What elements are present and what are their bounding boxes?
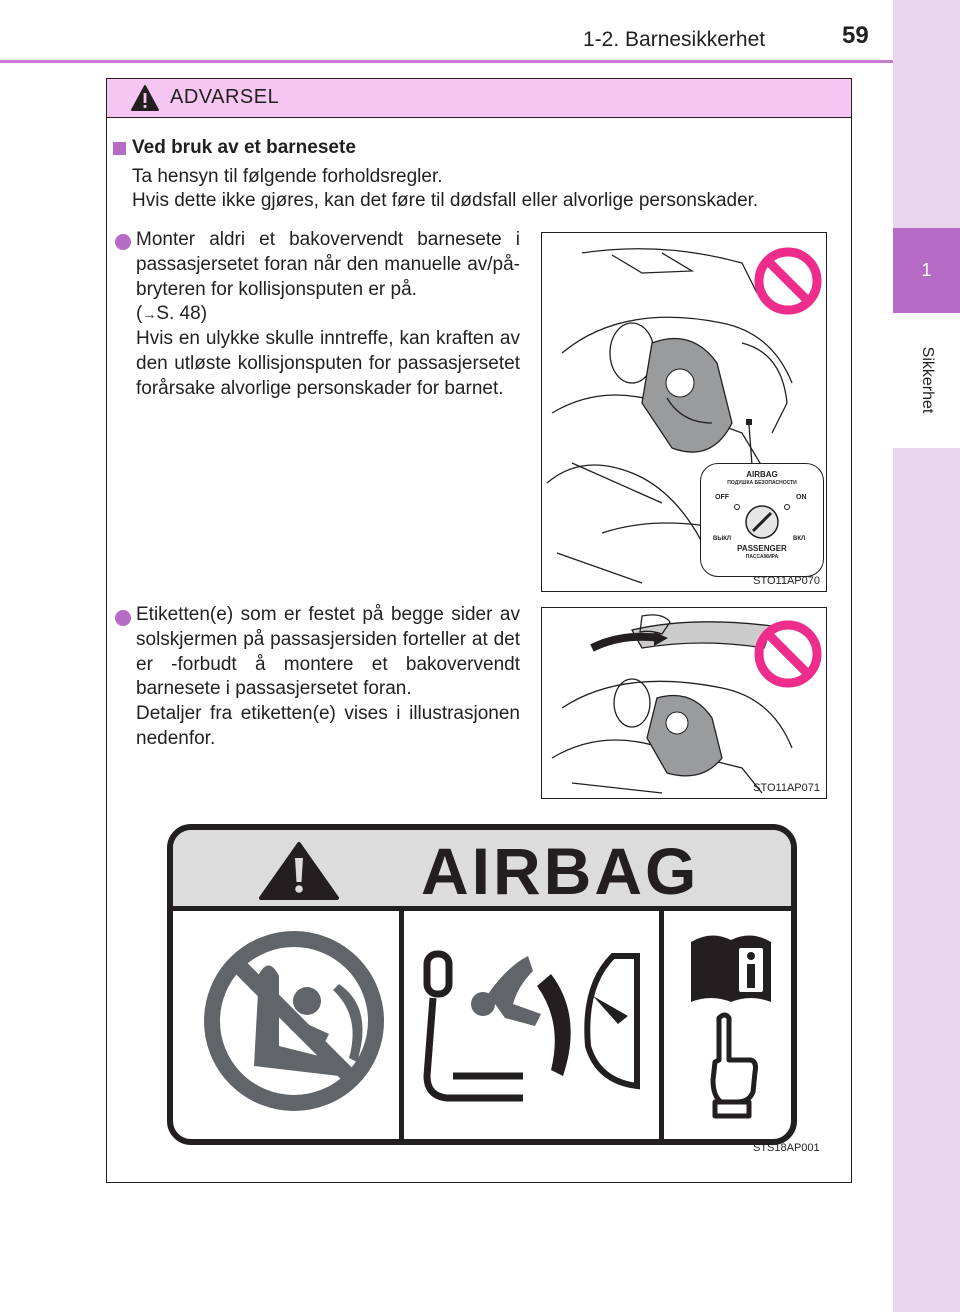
switch-label-on: ON <box>796 494 807 501</box>
switch-label-airbag-ru: ПОДУШКА БЕЗОПАСНОСТИ <box>727 480 797 486</box>
item-1-para-a: Monter aldri et bakovervendt barnesete i passasjersetet foran når den manuelle av/på-bryteren for kollisjonsputen er på. <box>136 229 520 300</box>
header-rule <box>0 60 893 63</box>
warning-triangle-icon <box>257 840 341 902</box>
switch-label-airbag: AIRBAG <box>746 470 778 479</box>
prohibited-icon <box>752 618 824 690</box>
item-2-text <box>136 603 520 752</box>
figure-rear-facing-seat <box>541 232 827 592</box>
label-divider <box>659 911 664 1139</box>
item-2-para-a: Etiketten(e) som er festet på begge sider av solskjermen på passasjersiden forteller at det er -forbudt å montere et bakovervendt barnesete i passasjersetet foran. <box>136 604 520 700</box>
label-airbag-text: AIRBAG <box>421 834 700 908</box>
figure-caption: STO11AP071 <box>753 782 820 794</box>
item-2-para-b: Detaljer fra etiketten(e) vises i illustrasjonen nedenfor. <box>136 703 520 749</box>
warning-triangle-icon <box>130 84 160 112</box>
no-rear-facing-seat-icon <box>199 926 389 1116</box>
item-1-text <box>136 228 520 402</box>
ref-open: ( <box>136 303 143 325</box>
section-title: 1-2. Barnesikkerhet <box>583 28 766 51</box>
bullet-icon <box>115 610 131 626</box>
prohibited-icon <box>752 245 824 317</box>
airbag-deploy-icon <box>413 926 649 1126</box>
chapter-label: Sikkerhet <box>919 346 936 414</box>
switch-label-passenger: PASSENGER <box>737 544 787 553</box>
page-number: 59 <box>842 22 869 49</box>
figure-sun-visor-label <box>541 607 827 799</box>
pointing-finger-icon <box>703 1010 763 1120</box>
switch-label-on-ru: ВКЛ <box>793 536 806 542</box>
side-tab-strip <box>893 0 960 1312</box>
airbag-warning-label <box>167 824 797 1145</box>
warning-section-title: Ved bruk av et barnesete <box>132 137 356 158</box>
figure-caption: STO11AP070 <box>753 575 820 587</box>
item-1-reference <box>136 302 520 327</box>
chapter-number: 1 <box>921 260 932 280</box>
item-1-para-b: Hvis en ulykke skulle inntreffe, kan kraften av den utløste kollisjonsputen for passasjersetet forårsake alvorlige personskader for barnet. <box>136 328 520 399</box>
switch-label-off: OFF <box>715 494 729 501</box>
label-divider <box>399 911 404 1139</box>
section-bullet-icon <box>113 142 126 155</box>
page-reference-link[interactable]: S. 48) <box>156 303 208 325</box>
switch-label-off-ru: ВЫКЛ <box>713 536 732 542</box>
intro-line-1: Ta hensyn til følgende forholdsregler. <box>132 166 443 187</box>
bullet-icon <box>115 234 131 250</box>
switch-label-passenger-ru: ПАССАЖИРА <box>745 554 779 560</box>
airbag-switch-detail <box>700 463 824 577</box>
arrow-icon: → <box>142 306 157 323</box>
intro-line-2: Hvis dette ikke gjøres, kan det føre til dødsfall eller alvorlige personskader. <box>132 190 759 211</box>
figure-caption: STS18AP001 <box>753 1142 820 1154</box>
warning-title: ADVARSEL <box>170 86 280 108</box>
